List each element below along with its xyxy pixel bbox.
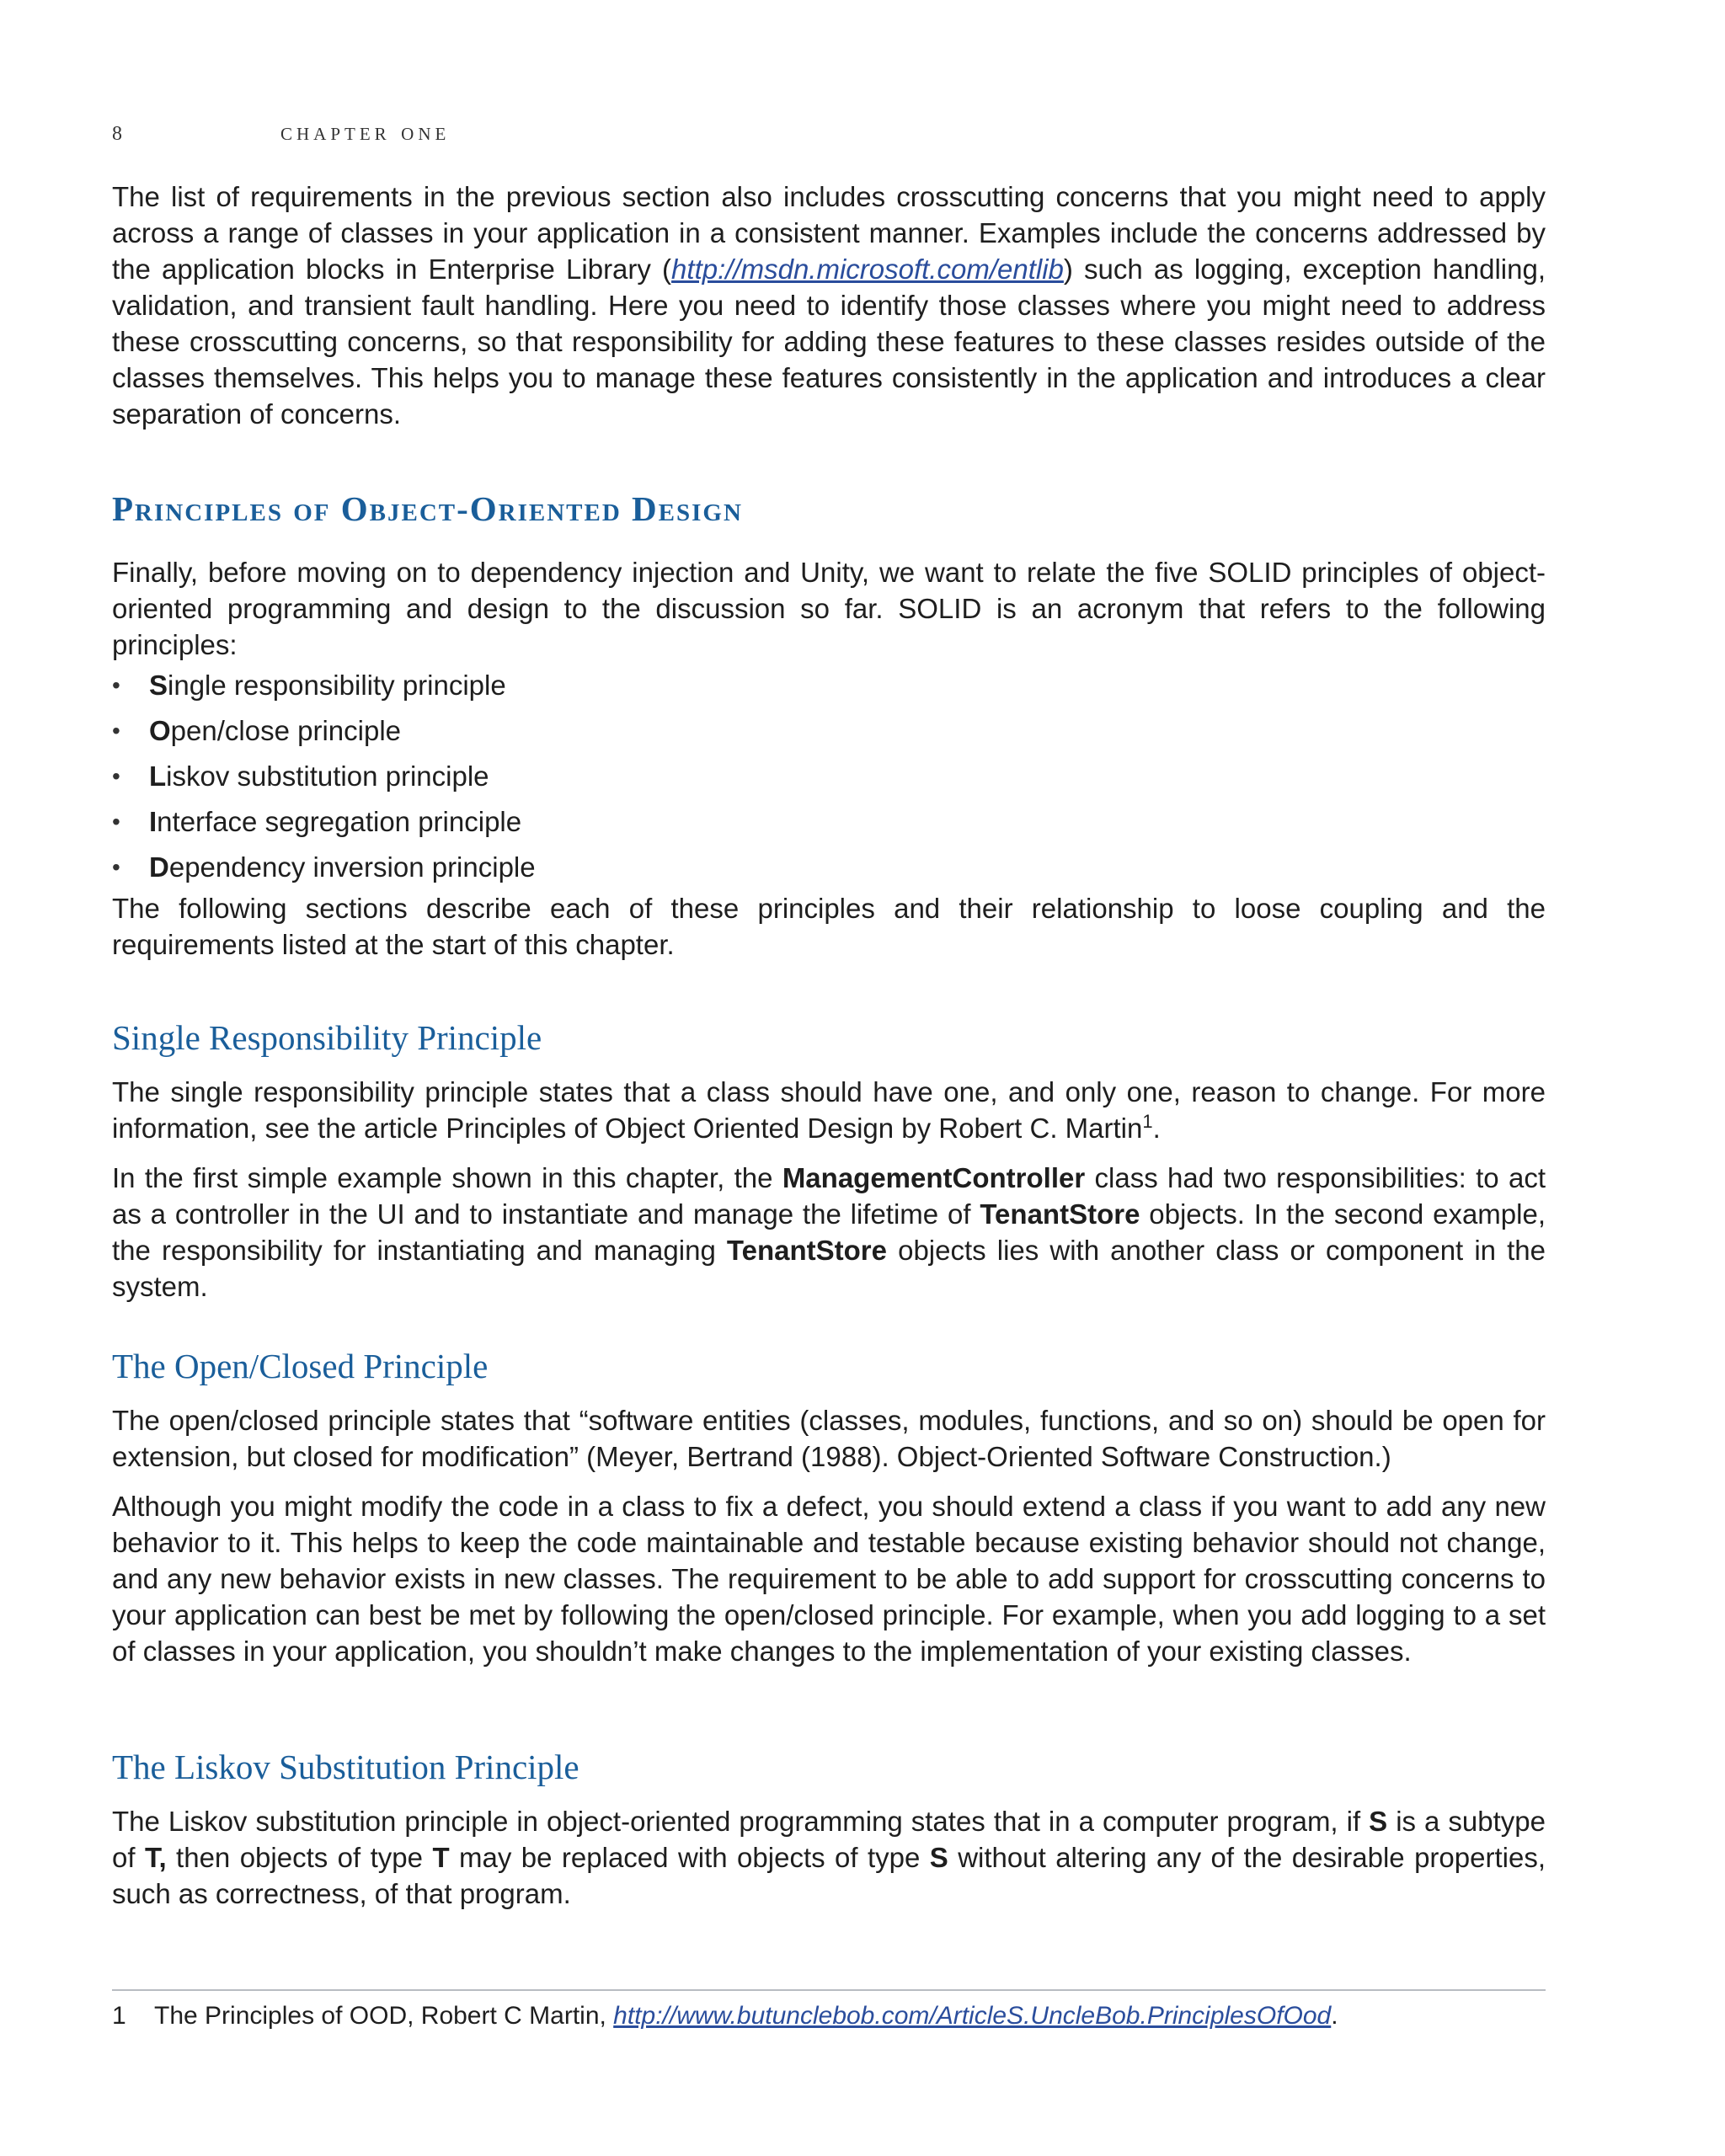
- initial-letter: L: [149, 760, 167, 792]
- solid-block: [112, 554, 1546, 963]
- ocp-paragraph-1: The open/closed principle states that “software entities (classes, modules, functions, and so on) should be open for extension, but closed for modification” (Meyer, Bertrand (1988). Object-Oriented Software Construction.): [112, 1405, 1546, 1472]
- section-outro: The following sections describe each of these principles and their relationship to loose coupling and the requirements listed at the start of this chapter.: [112, 893, 1546, 960]
- entlib-link[interactable]: http://msdn.microsoft.com/entlib: [671, 253, 1064, 285]
- initial-letter: D: [149, 851, 169, 883]
- footnote-divider: [112, 1989, 1546, 1991]
- initial-letter: S: [149, 670, 168, 701]
- srp-text: class had two responsibilities: to act as a controller in the UI and to instantiate and manage the lifetime of: [112, 1162, 1546, 1230]
- initial-letter: I: [149, 806, 158, 837]
- footnote-link[interactable]: http://www.butunclebob.com/ArticleS.UncleBob.PrinciplesOfOod: [613, 2002, 1332, 2030]
- type-name: T,: [144, 1842, 167, 1873]
- intro-paragraph: [112, 179, 1546, 432]
- list-item: [112, 845, 1546, 890]
- srp-text: objects lies with another class or component in the system.: [112, 1235, 1546, 1302]
- ocp-block: [112, 1402, 1546, 1669]
- lsp-text: without altering any of the desirable properties, such as correctness, of that program.: [112, 1842, 1546, 1909]
- srp-text: The single responsibility principle states that a class should have one, and only one, reason to change. For more information, see the article Principles of Object Oriented Design by Robert C. Martin: [112, 1076, 1546, 1144]
- ocp-heading: The Open/Closed Principle: [112, 1347, 489, 1385]
- class-name: TenantStore: [726, 1235, 887, 1266]
- principle-text: ependency inversion principle: [168, 851, 536, 883]
- footnote: [112, 1999, 1338, 2033]
- class-name: TenantStore: [980, 1198, 1140, 1230]
- srp-paragraph-1: [112, 1074, 1546, 1146]
- lsp-text: is a subtype of: [112, 1806, 1546, 1873]
- srp-heading: Single Responsibility Principle: [112, 1018, 542, 1057]
- list-item: [112, 663, 1546, 708]
- type-name: S: [1369, 1806, 1388, 1837]
- srp-text: objects. In the second example, the responsibility for instantiating and managing: [112, 1198, 1546, 1266]
- footnote-end: .: [1331, 2002, 1338, 2030]
- lsp-block: [112, 1803, 1546, 1912]
- srp-text-end: .: [1152, 1113, 1161, 1144]
- lsp-text: may be replaced with objects of type: [449, 1842, 930, 1873]
- class-name: ManagementController: [782, 1162, 1086, 1193]
- footnote-text: The Principles of OOD, Robert C Martin,: [154, 2002, 614, 2030]
- principle-text: pen/close principle: [170, 715, 402, 746]
- list-item: [112, 754, 1546, 799]
- intro-text-2: ) such as logging, exception handling, validation, and transient fault handling. Here you need to identify those classes where you might need to address these crosscutting concerns, so that responsibility for adding these features to these classes resides outside of the classes themselves. This helps you to manage these features consistently in the application and introduces a clear separation of concerns.: [112, 253, 1546, 430]
- solid-list: [112, 663, 1546, 890]
- lsp-text: then objects of type: [166, 1842, 433, 1873]
- principle-text: iskov substitution principle: [166, 760, 489, 792]
- initial-letter: O: [149, 715, 171, 746]
- lsp-heading: The Liskov Substitution Principle: [112, 1748, 579, 1786]
- page-number: 8: [112, 123, 122, 145]
- lsp-paragraph: [112, 1803, 1546, 1912]
- chapter-label: chapter one: [280, 118, 451, 146]
- footnote-number: 1: [112, 2002, 126, 2030]
- lsp-text: The Liskov substitution principle in object-oriented programming states that in a computer program, if: [112, 1806, 1370, 1837]
- list-item: [112, 799, 1546, 845]
- section-intro: Finally, before moving on to dependency injection and Unity, we want to relate the five SOLID principles of object-oriented programming and design to the discussion so far. SOLID is an acronym that refers to the following principles:: [112, 557, 1546, 660]
- footnote-ref[interactable]: 1: [1142, 1111, 1153, 1132]
- type-name: S: [929, 1842, 948, 1873]
- type-name: T: [432, 1842, 450, 1873]
- running-head: [112, 118, 450, 147]
- srp-text: In the first simple example shown in this chapter, the: [112, 1162, 782, 1193]
- srp-paragraph-2: [112, 1160, 1546, 1305]
- list-item: [112, 708, 1546, 754]
- intro-text-1: The list of requirements in the previous section also includes crosscutting concerns that you might need to apply across a range of classes in your application in a consistent manner. Examples include the concerns addressed by the application blocks in Enterprise Library (: [112, 181, 1546, 285]
- srp-block: [112, 1074, 1546, 1305]
- section-heading: Principles of Object-Oriented Design: [112, 489, 743, 528]
- principle-text: nterface segregation principle: [157, 806, 522, 837]
- ocp-paragraph-2: Although you might modify the code in a class to fix a defect, you should extend a class if you want to add any new behavior to it. This helps to keep the code maintainable and testable because existing behavior should not change, and any new behavior exists in new classes. The requirement to be able to add support for crosscutting concerns to your application can best be met by following the open/closed principle. For example, when you add logging to a set of classes in your application, you shouldn’t make changes to the implementation of your existing classes.: [112, 1491, 1546, 1667]
- principle-text: ingle responsibility principle: [168, 670, 506, 701]
